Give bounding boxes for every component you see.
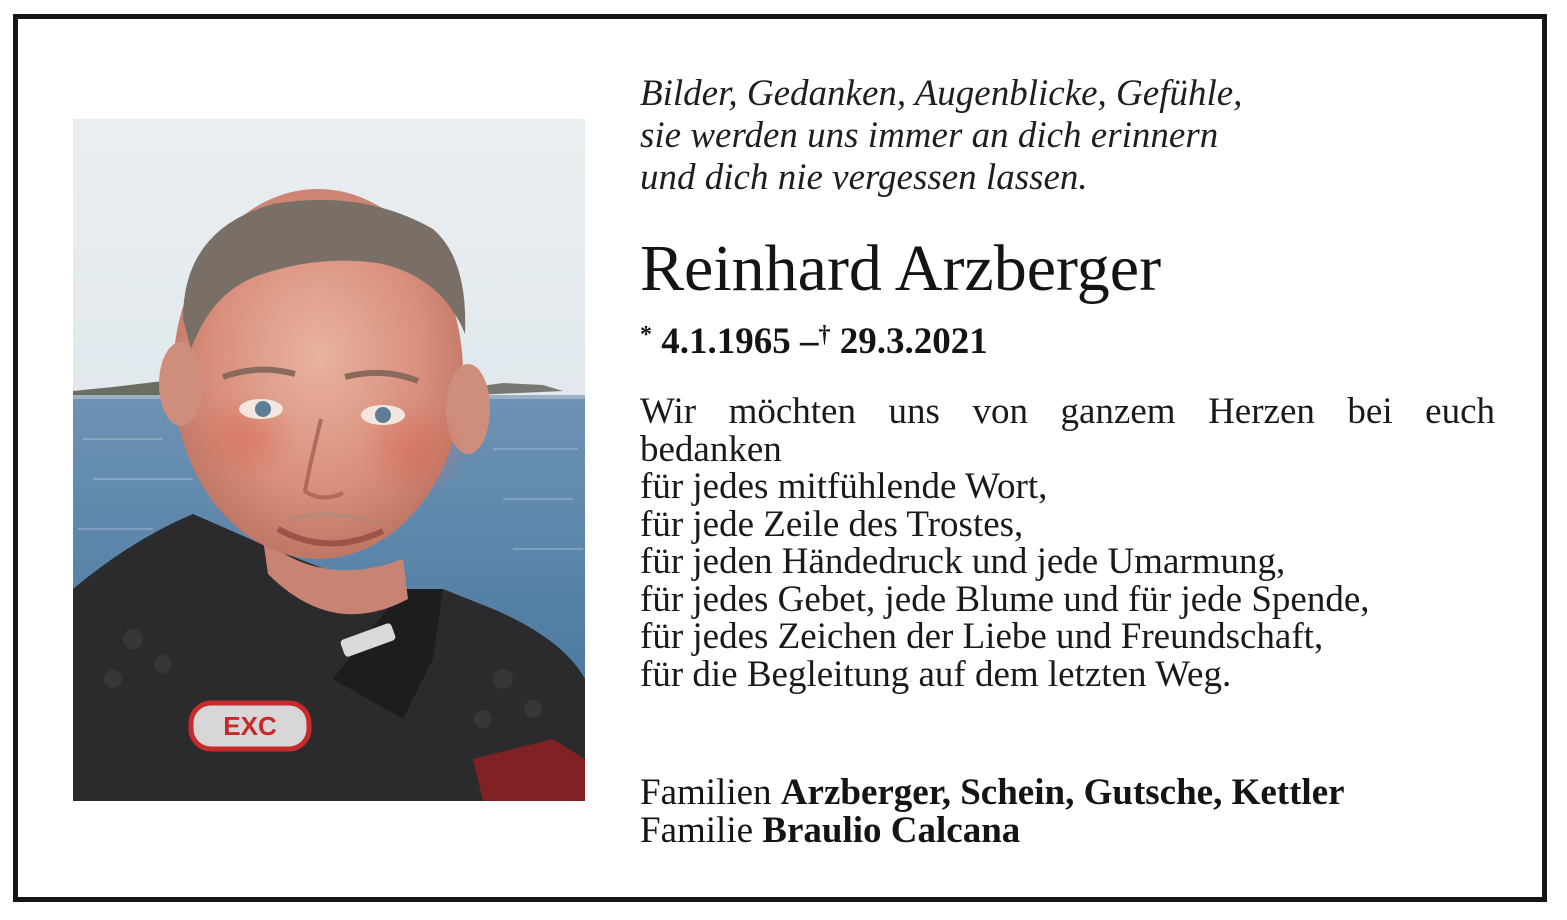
memorial-verse xyxy=(640,73,1400,199)
family-names: Arzberger, Schein, Gutsche, Kettler xyxy=(780,772,1345,813)
life-dates xyxy=(640,313,988,364)
birth-date: 4.1.1965 xyxy=(661,321,791,362)
portrait-photo xyxy=(73,119,585,801)
family-row xyxy=(640,812,1345,850)
thanks-line: Wir möchten uns von ganzem Herzen bei euch xyxy=(640,391,1495,432)
verse-line: und dich nie vergessen lassen. xyxy=(640,157,1088,198)
thanks-line: für jeden Händedruck und jede Umarmung, xyxy=(640,541,1286,582)
verse-line: sie werden uns immer an dich erinnern xyxy=(640,115,1219,156)
family-signatures xyxy=(640,774,1345,850)
thanks-line: für jedes Zeichen der Liebe und Freundschaft, xyxy=(640,616,1324,657)
portrait-illustration xyxy=(73,119,585,801)
family-prefix: Familie xyxy=(640,810,754,851)
family-row xyxy=(640,774,1345,812)
date-separator: – xyxy=(800,321,819,362)
birth-star-icon: * xyxy=(640,322,652,348)
deceased-name: Reinhard Arzberger xyxy=(640,232,1162,305)
family-prefix: Familien xyxy=(640,772,772,813)
thanks-line: für jedes mitfühlende Wort, xyxy=(640,466,1048,507)
verse-line: Bilder, Gedanken, Augenblicke, Gefühle, xyxy=(640,73,1243,114)
death-cross-icon: † xyxy=(818,322,831,348)
thanks-line: für jede Zeile des Trostes, xyxy=(640,503,1024,545)
thanks-line: bedanken xyxy=(640,428,782,470)
thanks-line: für die Begleitung auf dem letzten Weg. xyxy=(640,653,1232,695)
death-date: 29.3.2021 xyxy=(839,321,988,362)
thanks-line: für jedes Gebet, jede Blume und für jede Spende, xyxy=(640,578,1370,620)
svg-text:EXC: EXC xyxy=(223,711,277,741)
wetsuit-logo xyxy=(191,703,309,749)
thanks-message xyxy=(640,393,1495,693)
family-names: Braulio Calcana xyxy=(762,810,1021,851)
